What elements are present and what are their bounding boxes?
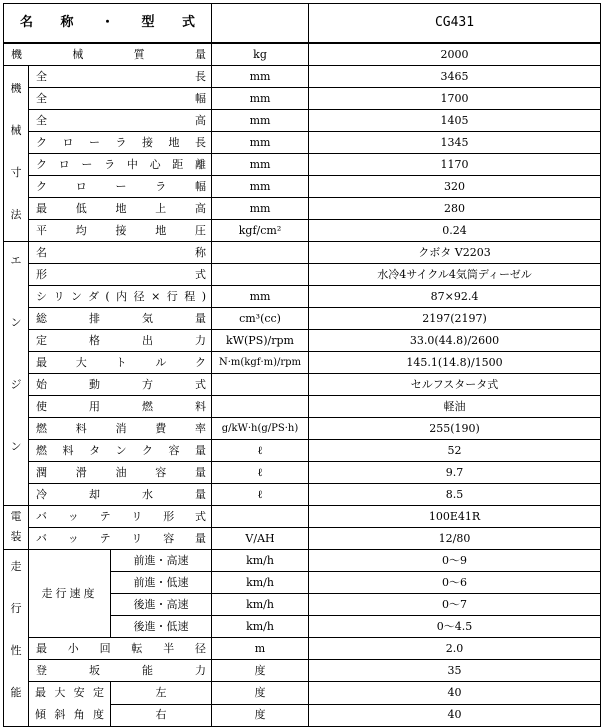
row-label: クローラ中心距離 <box>29 154 212 176</box>
row-label: シリンダ(内径×行程) <box>29 286 212 308</box>
row-label: 全幅 <box>29 88 212 110</box>
table-row <box>4 198 601 220</box>
row-unit: mm <box>212 132 309 154</box>
row-unit <box>212 374 309 396</box>
row-label: 前進・低速 <box>111 572 212 594</box>
row-unit: mm <box>212 154 309 176</box>
name-type-header: 名 称 ・ 型 式 <box>4 4 212 44</box>
row-unit: mm <box>212 176 309 198</box>
engine-group-label: エ ン ジ ン <box>4 242 29 506</box>
table-row <box>4 264 601 286</box>
row-value: 3465 <box>309 66 601 88</box>
row-unit: ℓ <box>212 440 309 462</box>
row-label: 始動方式 <box>29 374 212 396</box>
row-value: 35 <box>309 660 601 682</box>
dimensions-group-label: 機 械 寸 法 <box>4 66 29 242</box>
row-unit: mm <box>212 88 309 110</box>
row-unit: km/h <box>212 572 309 594</box>
row-unit: km/h <box>212 594 309 616</box>
row-value: 40 <box>309 704 601 727</box>
row-label: 全長 <box>29 66 212 88</box>
row-value: 1170 <box>309 154 601 176</box>
row-value: 2.0 <box>309 638 601 660</box>
row-unit: g/kW·h(g/PS·h) <box>212 418 309 440</box>
row-value: 40 <box>309 682 601 705</box>
table-row <box>4 484 601 506</box>
row-value: 145.1(14.8)/1500 <box>309 352 601 374</box>
travel-speed-label: 走行速度 <box>29 550 111 638</box>
row-value: 52 <box>309 440 601 462</box>
row-value: 0〜9 <box>309 550 601 572</box>
row-label: 最小回転半径 <box>29 638 212 660</box>
machine-mass-unit: kg <box>212 43 309 66</box>
table-row <box>4 506 601 528</box>
row-label: 左 <box>111 682 212 705</box>
row-unit: kW(PS)/rpm <box>212 330 309 352</box>
row-label: 平均接地圧 <box>29 220 212 242</box>
row-label: 燃料消費率 <box>29 418 212 440</box>
row-label: 使用燃料 <box>29 396 212 418</box>
row-unit: mm <box>212 66 309 88</box>
row-label: 定格出力 <box>29 330 212 352</box>
row-value: 軽油 <box>309 396 601 418</box>
row-label: バッテリ形式 <box>29 506 212 528</box>
row-unit <box>212 396 309 418</box>
row-label: 冷却水量 <box>29 484 212 506</box>
table-row <box>4 110 601 132</box>
row-value: 255(190) <box>309 418 601 440</box>
row-value: 0〜4.5 <box>309 616 601 638</box>
table-row <box>4 66 601 88</box>
table-row <box>4 308 601 330</box>
row-unit: N·m(kgf·m)/rpm <box>212 352 309 374</box>
row-unit: mm <box>212 198 309 220</box>
row-value: 0〜7 <box>309 594 601 616</box>
unit-header-blank <box>212 4 309 44</box>
table-row <box>4 528 601 550</box>
performance-group-label: 走 行 性 能 <box>4 550 29 727</box>
row-value: 87×92.4 <box>309 286 601 308</box>
row-label: 潤滑油容量 <box>29 462 212 484</box>
row-value: 280 <box>309 198 601 220</box>
row-unit: V/AH <box>212 528 309 550</box>
table-row <box>4 43 601 66</box>
row-unit <box>212 264 309 286</box>
row-value: 1405 <box>309 110 601 132</box>
row-unit <box>212 506 309 528</box>
table-row <box>4 418 601 440</box>
row-label: クローラ幅 <box>29 176 212 198</box>
row-value: 8.5 <box>309 484 601 506</box>
spec-table <box>3 3 601 727</box>
row-unit: kgf/cm² <box>212 220 309 242</box>
row-label: 全高 <box>29 110 212 132</box>
row-label: 後進・高速 <box>111 594 212 616</box>
row-label: クローラ接地長 <box>29 132 212 154</box>
header-row <box>4 4 601 44</box>
row-value: 0.24 <box>309 220 601 242</box>
table-row <box>4 176 601 198</box>
row-label: 総排気量 <box>29 308 212 330</box>
row-unit: km/h <box>212 616 309 638</box>
table-row <box>4 660 601 682</box>
table-row <box>4 440 601 462</box>
row-value: 320 <box>309 176 601 198</box>
machine-mass-label: 機械質量 <box>4 43 212 66</box>
row-unit: m <box>212 638 309 660</box>
row-value: 100E41R <box>309 506 601 528</box>
machine-mass-value: 2000 <box>309 43 601 66</box>
max-stable-tilt-label: 最大安定 傾斜角度 <box>29 682 111 727</box>
row-value: 9.7 <box>309 462 601 484</box>
table-row <box>4 462 601 484</box>
row-label: 登坂能力 <box>29 660 212 682</box>
row-unit: 度 <box>212 682 309 705</box>
row-label: バッテリ容量 <box>29 528 212 550</box>
row-unit: mm <box>212 286 309 308</box>
row-unit: 度 <box>212 704 309 727</box>
row-unit: ℓ <box>212 484 309 506</box>
row-value: クボタ V2203 <box>309 242 601 264</box>
table-row <box>4 220 601 242</box>
row-label: 形式 <box>29 264 212 286</box>
row-unit: 度 <box>212 660 309 682</box>
table-row <box>4 638 601 660</box>
row-unit: ℓ <box>212 462 309 484</box>
row-value: 33.0(44.8)/2600 <box>309 330 601 352</box>
row-value: 1700 <box>309 88 601 110</box>
row-value: 0〜6 <box>309 572 601 594</box>
row-unit: km/h <box>212 550 309 572</box>
model-header: CG431 <box>309 4 601 44</box>
table-row <box>4 550 601 572</box>
row-unit <box>212 242 309 264</box>
row-label: 最大トルク <box>29 352 212 374</box>
table-row <box>4 374 601 396</box>
table-row <box>4 330 601 352</box>
row-label: 右 <box>111 704 212 727</box>
table-row <box>4 352 601 374</box>
table-row <box>4 682 601 705</box>
row-value: 12/80 <box>309 528 601 550</box>
row-label: 燃料タンク容量 <box>29 440 212 462</box>
row-label: 名称 <box>29 242 212 264</box>
row-value: 2197(2197) <box>309 308 601 330</box>
row-unit: mm <box>212 110 309 132</box>
row-value: セルフスタータ式 <box>309 374 601 396</box>
row-value: 1345 <box>309 132 601 154</box>
electrical-group-label: 電 装 <box>4 506 29 550</box>
row-value: 水冷4サイクル4気筒ディーゼル <box>309 264 601 286</box>
table-row <box>4 88 601 110</box>
table-row <box>4 154 601 176</box>
table-row <box>4 396 601 418</box>
row-unit: cm³(cc) <box>212 308 309 330</box>
row-label: 前進・高速 <box>111 550 212 572</box>
table-row <box>4 286 601 308</box>
row-label: 最低地上高 <box>29 198 212 220</box>
table-row <box>4 242 601 264</box>
table-row <box>4 132 601 154</box>
row-label: 後進・低速 <box>111 616 212 638</box>
